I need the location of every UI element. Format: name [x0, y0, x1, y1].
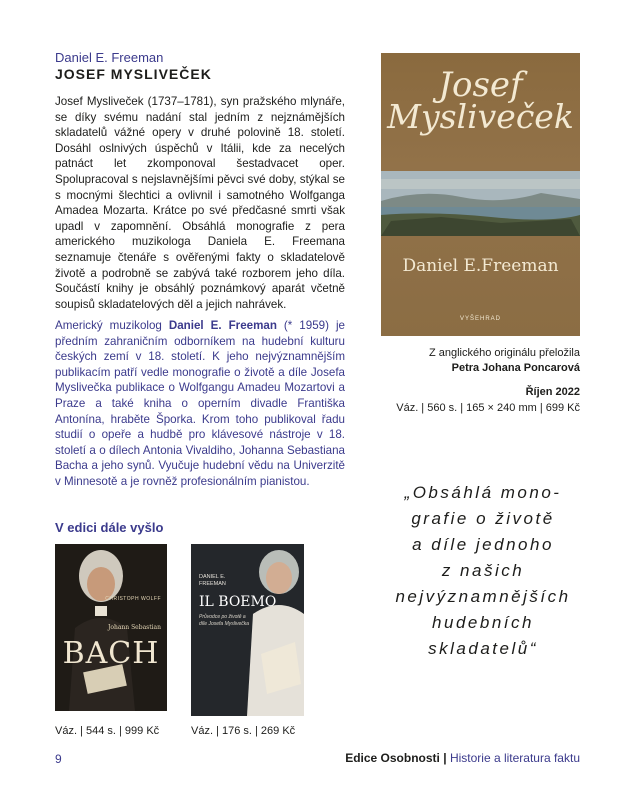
- quote-line: skladatelů“: [428, 639, 538, 658]
- bio-lead: Americký muzikolog: [55, 319, 169, 332]
- cover-author: Daniel E.Freeman: [402, 256, 559, 276]
- quote-line: z našich: [441, 561, 525, 580]
- boemo-portrait: [191, 544, 304, 716]
- release-date: Říjen 2022: [525, 386, 580, 398]
- quote-line: hudebních: [432, 613, 534, 632]
- il-boemo-book-cover: [191, 544, 304, 716]
- cover-title-line1: Josef: [438, 65, 523, 105]
- bach-price: Váz. | 544 s. | 999 Kč: [55, 725, 160, 737]
- book-specs: Váz. | 560 s. | 165 × 240 mm | 699 Kč: [396, 402, 580, 414]
- quote-line: grafie o životě: [411, 509, 555, 528]
- bach-book-cover: [55, 544, 167, 711]
- bach-cover-subtitle: Johann Sebastian: [107, 624, 161, 631]
- pull-quote: [372, 480, 594, 662]
- book-title: JOSEF MYSLIVEČEK: [55, 66, 212, 82]
- book-cover: [381, 53, 580, 336]
- boemo-cover-subtitle: Průvodce po životě a díle Josefa Myslivečka: [199, 614, 250, 627]
- series-heading: V edici dále vyšlo: [55, 520, 164, 535]
- quote-line: „Obsáhlá mono-: [404, 483, 562, 502]
- boemo-cover-title: IL BOEMO: [199, 594, 277, 610]
- footer-category: Historie a literatura faktu: [449, 751, 580, 765]
- footer-series-name: Edice Osobnosti: [345, 751, 440, 765]
- cover-title-line2: Mysliveček: [387, 97, 574, 136]
- bio-name: Daniel E. Freeman: [168, 319, 277, 332]
- bach-cover-title: BACH: [62, 636, 160, 671]
- cover-landscape-painting: [381, 171, 580, 236]
- cover-publisher: VYŠEHRAD: [459, 316, 501, 322]
- bio-rest: (* 1959) je předním zahraničním odborníkem na hudební kulturu českých zemí v 18. století. K jeho nejvýznamnějším publikacím patří vedle monografie o životě a díle Josefa Myslivečka publikace o Wolfgangu Amadeu Mozartovi a Praze a také kniha o operním divadle Františka Antonína, hraběte Šporka. Krom toho publikoval řadu studií o opeře a hudbě pro klávesové nástroje v 18. století a o dílech Antonia Vivaldiho, Johanna Sebastiana Bacha a jeho synů. Vyučuje hudební vědu na Univerzitě v Minnesotě a je rovněž profesionálním pianistou.: [55, 319, 345, 488]
- boemo-price: Váz. | 176 s. | 269 Kč: [191, 725, 296, 737]
- boemo-cover-author: DANIEL E. FREEMAN: [199, 574, 226, 587]
- book-author: Daniel E. Freeman: [55, 50, 164, 65]
- page-number: 9: [55, 752, 62, 766]
- footer-series: [320, 751, 580, 765]
- translator-credit: [381, 346, 580, 376]
- bach-cover-author: CHRISTOPH WOLFF: [105, 596, 161, 602]
- book-description: Josef Mysliveček (1737–1781), syn pražského mlynáře, se díky svému nadání stal jedním z nejznámějších skladatelů vážné opery v druhé polovině 18. století. Dosáhl oslnivých úspěchů v Itálii, kde za necelých patnáct let zkomponoval šestadvacet oper. Spolupracoval s nejslavnějšími pěvci své doby, stýkal se s mocnými šlechtici a ovlivnil i samotného Wolfganga Amadea Mozarta. Krátce po své předčasné smrti však upadl v zapomnění. Obsáhlá monografie z pera amerického muzikologa Daniela E. Freemana seznamuje čtenáře s ověřenými fakty o skladatelově životě a podrobně se zabývá také rozborem jeho díla. Součástí knihy je obsáhlý poznámkový aparát včetně soupisů skladatelových děl a jejich nahrávek.: [55, 95, 345, 311]
- translator-label: Z anglického originálu přeložila: [428, 347, 580, 359]
- author-bio: [55, 318, 345, 490]
- footer-separator: |: [443, 751, 447, 765]
- quote-line: a díle jednoho: [412, 535, 554, 554]
- quote-line: nejvýznamnějších: [395, 587, 571, 606]
- translator-name: Petra Johana Poncarová: [451, 362, 580, 374]
